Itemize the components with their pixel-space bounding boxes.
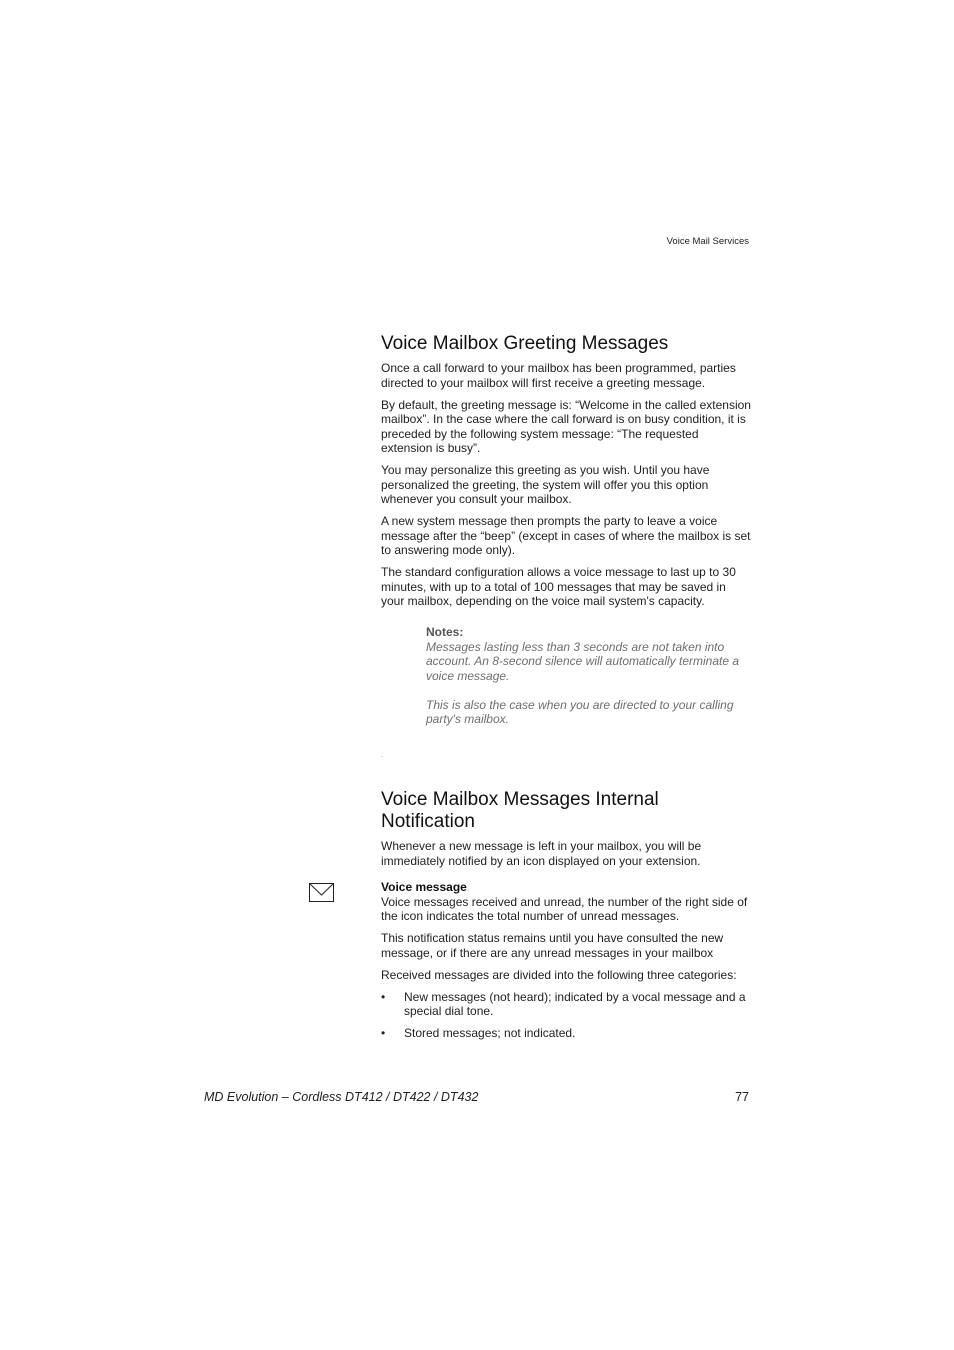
paragraph: Received messages are divided into the following three categories: <box>381 967 737 982</box>
greeting-messages-section <box>381 333 751 616</box>
paragraph: By default, the greeting message is: “Welcome in the called extension mailbox”. In the case where the call forward is on busy condition, it is preceded by the following system message: “The requested extension is busy”. <box>381 397 751 455</box>
bullet: • <box>381 1026 386 1040</box>
section-title-line: Voice Mailbox Messages Internal <box>381 789 659 810</box>
section-title-notification <box>381 789 751 833</box>
bullet: • <box>381 989 386 1004</box>
note-item: Messages lasting less than 3 seconds are not taken into account. An 8-second silence will automatically terminate a voice message. <box>426 639 740 683</box>
section-title-line: Notification <box>381 811 475 832</box>
paragraph: Whenever a new message is left in your mailbox, you will be immediately notified by an icon displayed on your extension. <box>381 839 702 868</box>
paragraph: The standard configuration allows a voice message to last up to 30 minutes, with up to a total of 100 messages that may be saved in your mailbox, depending on the voice mail system's capacity. <box>381 565 736 608</box>
running-header: Voice Mail Services <box>666 236 749 247</box>
paragraph: You may personalize this greeting as you wish. Until you have personalized the greeting, the system will offer you this option whenever you consult your mailbox. <box>381 463 710 506</box>
voice-message-subhead: Voice message <box>381 880 467 894</box>
stray-mark: . <box>381 750 384 759</box>
list-item <box>381 1026 751 1041</box>
list-item <box>381 990 751 1019</box>
voice-message-block <box>381 880 751 924</box>
section-title-greeting: Voice Mailbox Greeting Messages <box>381 333 669 354</box>
envelope-icon <box>309 883 334 902</box>
paragraph: Once a call forward to your mailbox has been programmed, parties directed to your mailbox will first receive a greeting message. <box>381 361 736 390</box>
paragraph: Voice messages received and unread, the number of the right side of the icon indicates the total number of unread messages. <box>381 894 748 923</box>
message-category-list <box>381 990 751 1041</box>
notes-box <box>426 625 752 741</box>
list-item-text: New messages (not heard); indicated by a vocal message and a special dial tone. <box>404 989 746 1018</box>
note-item: This is also the case when you are directed to your calling party's mailbox. <box>426 697 734 726</box>
paragraph: This notification status remains until you have consulted the new message, or if there are any unread messages in your mailbox <box>381 931 724 960</box>
paragraph: A new system message then prompts the party to leave a voice message after the “beep” (except in cases of where the mailbox is set to answering mode only). <box>381 514 751 557</box>
page-number: 77 <box>735 1090 749 1104</box>
list-item-text: Stored messages; not indicated. <box>404 1026 576 1040</box>
notes-title: Notes: <box>426 625 464 639</box>
internal-notification-section <box>381 789 751 1048</box>
footer-title: MD Evolution – Cordless DT412 / DT422 / DT432 <box>204 1090 479 1104</box>
